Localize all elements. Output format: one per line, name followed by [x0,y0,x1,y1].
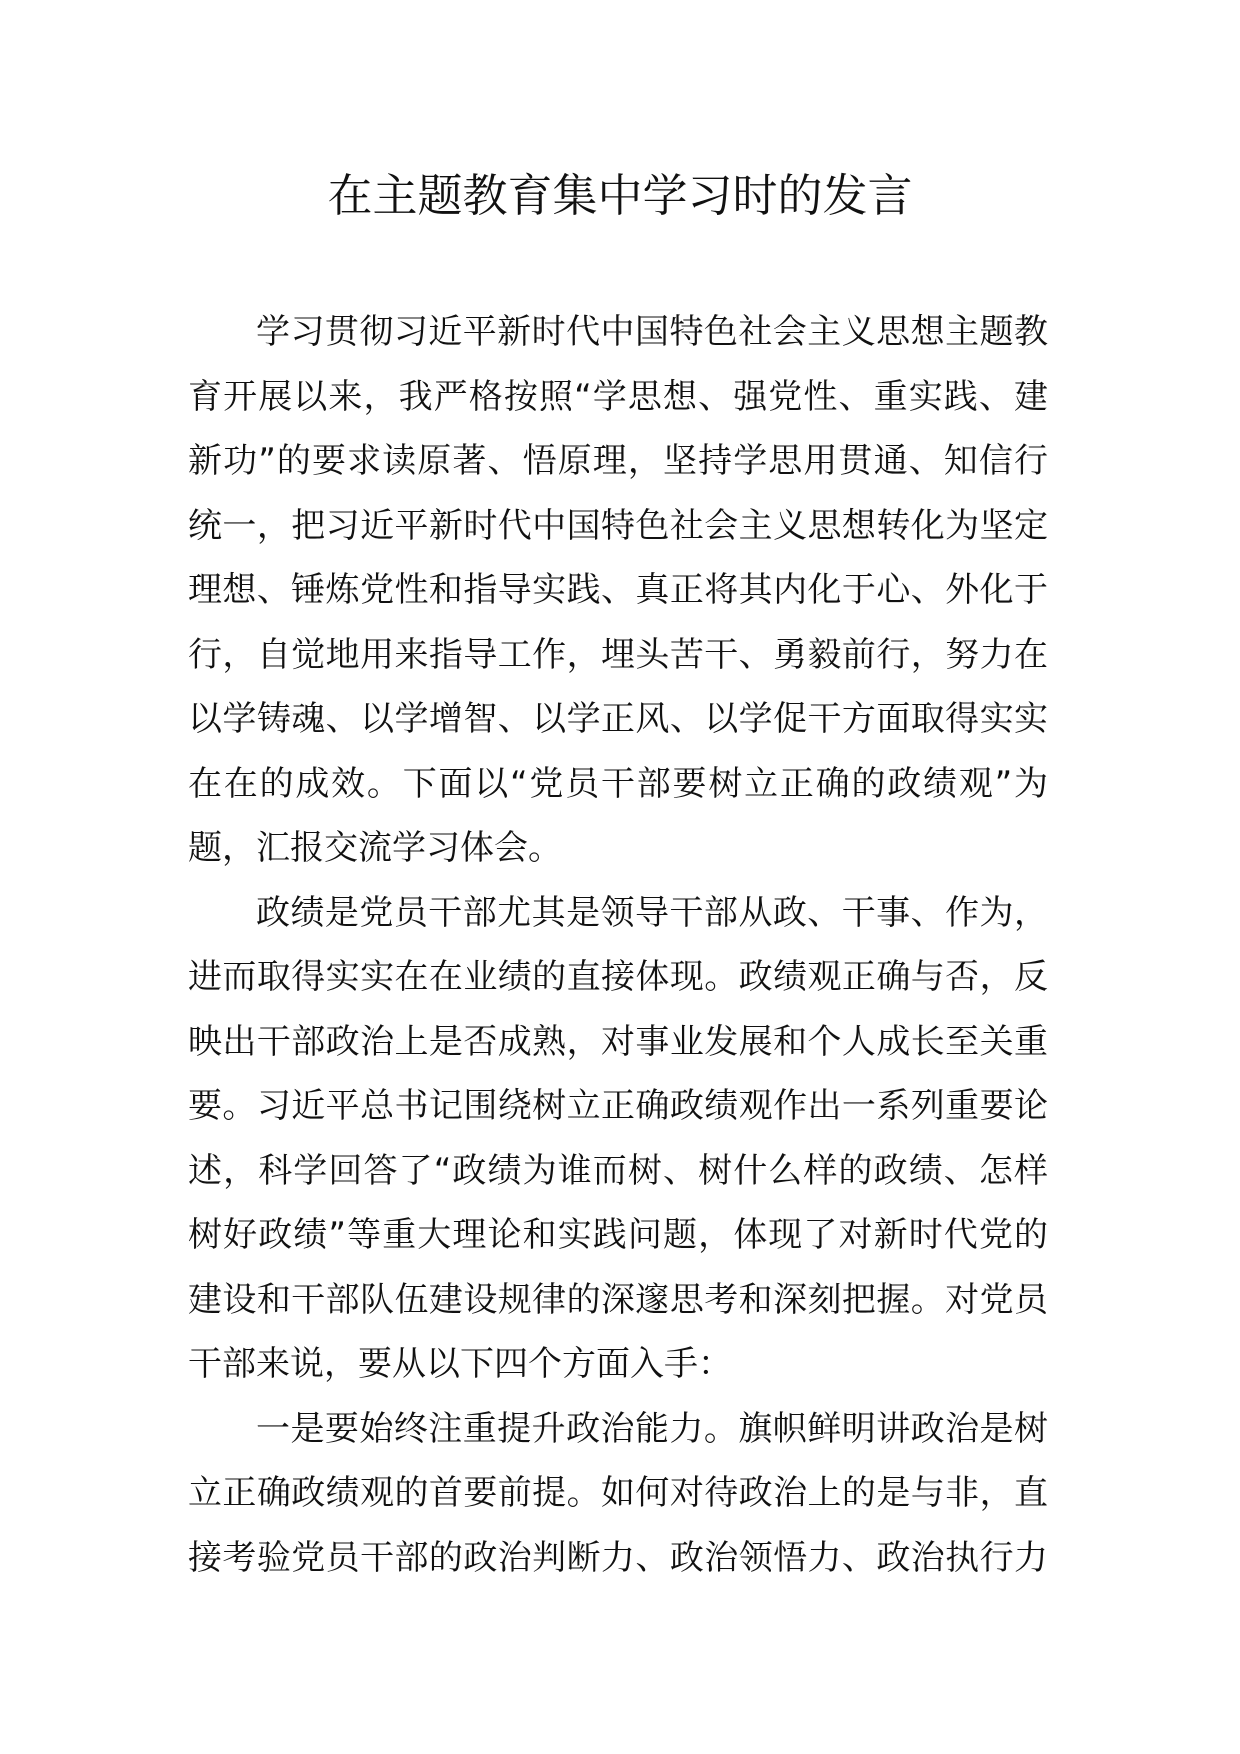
paragraph-3 [188,1397,1048,1591]
paragraph-1 [188,300,1048,881]
text-line: 干部来说，要从以下四个方面入手： [188,1344,732,1384]
text-line: 育开展以来，我严格按照“学思想、强党性、重实践、建 [188,376,1048,417]
text-line: 接考验党员干部的政治判断力、政治领悟力、政治执行力 [188,1537,1048,1578]
text-line: 政绩是党员干部尤其是领导干部从政、干事、作为， [256,892,1048,933]
text-line: 理想、锤炼党性和指导实践、真正将其内化于心、外化于 [188,570,1048,610]
text-line: 述，科学回答了“政绩为谁而树、树什么样的政绩、怎样 [188,1150,1048,1191]
paragraph-2 [188,881,1048,1397]
text-line: 一是要始终注重提升政治能力。旗帜鲜明讲政治是树 [256,1408,1048,1449]
text-line: 行，自觉地用来指导工作，埋头苦干、勇毅前行，努力在 [188,634,1048,675]
text-line: 在在的成效。下面以“党员干部要树立正确的政绩观”为 [188,763,1048,804]
text-line: 要。习近平总书记围绕树立正确政绩观作出一系列重要论 [188,1086,1048,1126]
text-line: 统一，把习近平新时代中国特色社会主义思想转化为坚定 [188,505,1048,546]
text-line: 新功”的要求读原著、悟原理，坚持学思用贯通、知信行 [188,441,1048,481]
text-line: 题，汇报交流学习体会。 [188,828,562,868]
text-line: 树好政绩”等重大理论和实践问题，体现了对新时代党的 [188,1215,1048,1255]
text-line: 进而取得实实在在业绩的直接体现。政绩观正确与否，反 [188,957,1048,997]
text-line: 映出干部政治上是否成熟，对事业发展和个人成长至关重 [188,1021,1048,1062]
text-line: 以学铸魂、以学增智、以学正风、以学促干方面取得实实 [188,699,1048,739]
document-title: 在主题教育集中学习时的发言 [327,169,913,222]
text-line: 建设和干部队伍建设规律的深邃思考和深刻把握。对党员 [188,1279,1048,1320]
text-line: 学习贯彻习近平新时代中国特色社会主义思想主题教 [256,312,1048,352]
text-line: 立正确政绩观的首要前提。如何对待政治上的是与非，直 [188,1473,1048,1513]
document-body [188,300,1048,1590]
